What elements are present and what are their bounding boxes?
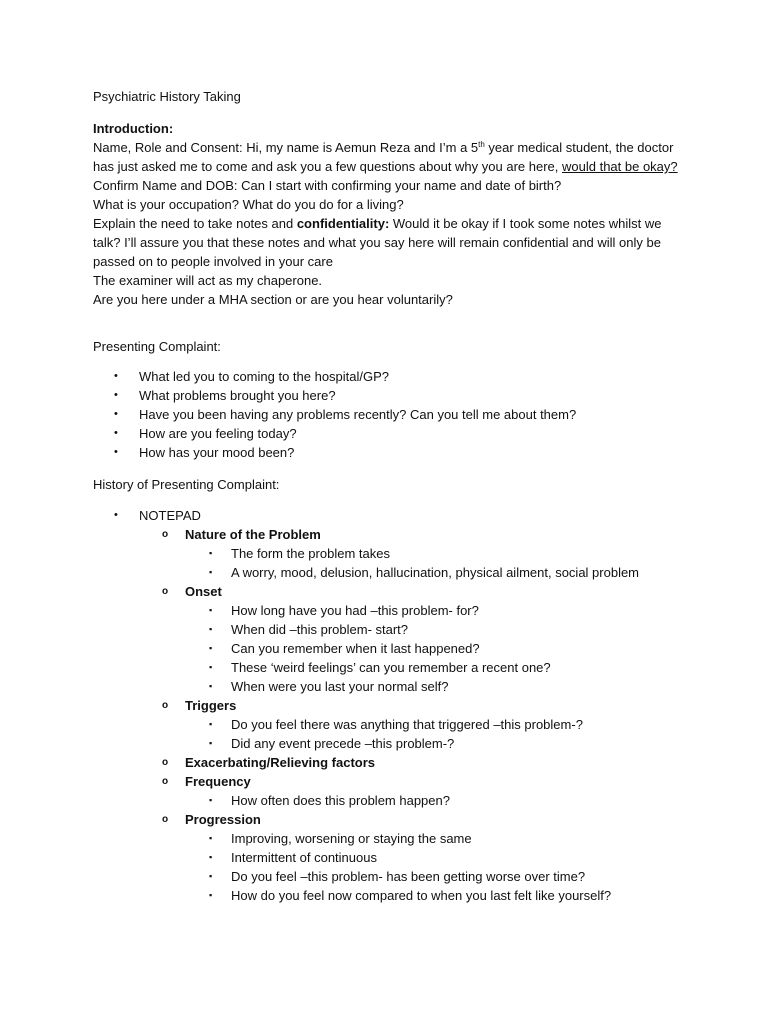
introduction-heading: Introduction: <box>93 121 174 136</box>
sub-list-item <box>93 639 639 658</box>
occupation-question: What is your occupation? What do you do for a living? <box>93 197 404 212</box>
list-item-text: Do you feel there was anything that triggered –this problem-? <box>231 717 583 732</box>
sub-heading-item <box>93 582 639 601</box>
list-item-text: Progression <box>185 812 261 827</box>
notes-text: Would it be okay if I took some notes whilst we talk? I’ll assure you that these notes and what you say here will remain confidential and will only be passed on to people involved in your care <box>93 216 662 269</box>
circle-bullet-icon: o <box>162 757 169 768</box>
square-bullet-icon: ▪ <box>209 605 213 615</box>
sub-list-item <box>93 544 639 563</box>
bullet-icon: • <box>114 509 118 521</box>
circle-bullet-icon: o <box>162 529 169 540</box>
list-item-text: When did –this problem- start? <box>231 622 409 637</box>
bullet-icon: • <box>114 408 118 420</box>
list-item <box>93 386 576 405</box>
sub-heading-item <box>93 772 639 791</box>
square-bullet-icon: ▪ <box>209 681 213 691</box>
sub-list-item <box>93 620 639 639</box>
presenting-complaint-heading: Presenting Complaint: <box>93 339 221 354</box>
list-item-text: Triggers <box>185 698 237 713</box>
square-bullet-icon: ▪ <box>209 890 213 900</box>
circle-bullet-icon: o <box>162 700 169 711</box>
list-item-text: NOTEPAD <box>139 508 201 523</box>
list-item-text: How long have you had –this problem- for? <box>231 603 479 618</box>
notes-label: Explain the need to take notes and <box>93 216 297 231</box>
square-bullet-icon: ▪ <box>209 567 213 577</box>
list-item <box>93 405 576 424</box>
introduction-section <box>93 119 683 309</box>
square-bullet-icon: ▪ <box>209 852 213 862</box>
name-role-consent-text-b: year medical student, the doctor has just asked me to come and ask you a few questions about why you are here, <box>93 140 674 174</box>
bullet-icon: • <box>114 370 118 382</box>
list-item <box>93 506 639 525</box>
sub-heading-item <box>93 753 639 772</box>
list-item-text: Onset <box>185 584 222 599</box>
hpc-heading: History of Presenting Complaint: <box>93 477 280 492</box>
sub-list-item <box>93 848 639 867</box>
sub-list-item <box>93 886 639 905</box>
square-bullet-icon: ▪ <box>209 871 213 881</box>
list-item-text: How has your mood been? <box>139 445 295 460</box>
square-bullet-icon: ▪ <box>209 719 213 729</box>
sub-list-item <box>93 677 639 696</box>
list-item-text: Improving, worsening or staying the same <box>231 831 472 846</box>
mha-question: Are you here under a MHA section or are you hear voluntarily? <box>93 292 453 307</box>
list-item-text: Did any event precede –this problem-? <box>231 736 455 751</box>
presenting-complaint-list <box>93 367 576 462</box>
list-item-text: The form the problem takes <box>231 546 390 561</box>
list-item-text: How often does this problem happen? <box>231 793 450 808</box>
list-item <box>93 424 576 443</box>
square-bullet-icon: ▪ <box>209 833 213 843</box>
list-item-text: Intermittent of continuous <box>231 850 377 865</box>
list-item-text: Can you remember when it last happened? <box>231 641 480 656</box>
list-item-text: How are you feeling today? <box>139 426 297 441</box>
sub-list-item <box>93 829 639 848</box>
bullet-icon: • <box>114 446 118 458</box>
list-item-text: These ‘weird feelings’ can you remember a recent one? <box>231 660 551 675</box>
square-bullet-icon: ▪ <box>209 662 213 672</box>
name-role-consent-label: Name, Role and Consent: <box>93 140 243 155</box>
circle-bullet-icon: o <box>162 814 169 825</box>
list-item-text: Have you been having any problems recently? Can you tell me about them? <box>139 407 577 422</box>
ordinal-superscript: th <box>478 140 485 149</box>
list-item-text: Nature of the Problem <box>185 527 321 542</box>
list-item-text: How do you feel now compared to when you last felt like yourself? <box>231 888 612 903</box>
consent-question-underlined: would that be okay? <box>562 159 678 174</box>
list-item <box>93 443 576 462</box>
confidentiality-label: confidentiality: <box>296 216 390 231</box>
hpc-list <box>93 506 639 905</box>
sub-heading-item <box>93 525 639 544</box>
document-title: Psychiatric History Taking <box>93 89 241 104</box>
name-role-consent-paragraph <box>93 138 683 176</box>
chaperone-statement: The examiner will act as my chaperone. <box>93 273 323 288</box>
circle-bullet-icon: o <box>162 586 169 597</box>
list-item-text: A worry, mood, delusion, hallucination, physical ailment, social problem <box>231 565 640 580</box>
bullet-icon: • <box>114 427 118 439</box>
list-item-text: Do you feel –this problem- has been getting worse over time? <box>231 869 586 884</box>
square-bullet-icon: ▪ <box>209 624 213 634</box>
square-bullet-icon: ▪ <box>209 738 213 748</box>
circle-bullet-icon: o <box>162 776 169 787</box>
list-item-text: Exacerbating/Relieving factors <box>185 755 376 770</box>
square-bullet-icon: ▪ <box>209 643 213 653</box>
notes-confidentiality-paragraph <box>93 214 683 271</box>
sub-list-item <box>93 601 639 620</box>
sub-list-item <box>93 563 639 582</box>
sub-heading-item <box>93 696 639 715</box>
confirm-name-dob: Confirm Name and DOB: Can I start with confirming your name and date of birth? <box>93 178 562 193</box>
list-item-text: When were you last your normal self? <box>231 679 449 694</box>
square-bullet-icon: ▪ <box>209 548 213 558</box>
sub-heading-item <box>93 810 639 829</box>
square-bullet-icon: ▪ <box>209 795 213 805</box>
sub-list-item <box>93 867 639 886</box>
sub-list-item <box>93 791 639 810</box>
list-item-text: Frequency <box>185 774 251 789</box>
sub-list-item <box>93 715 639 734</box>
sub-list-item <box>93 658 639 677</box>
list-item-text: What led you to coming to the hospital/GP? <box>139 369 390 384</box>
bullet-icon: • <box>114 389 118 401</box>
list-item <box>93 367 576 386</box>
name-role-consent-text-a: Hi, my name is Aemun Reza and I’m a 5 <box>242 140 479 155</box>
list-item-text: What problems brought you here? <box>139 388 336 403</box>
sub-list-item <box>93 734 639 753</box>
